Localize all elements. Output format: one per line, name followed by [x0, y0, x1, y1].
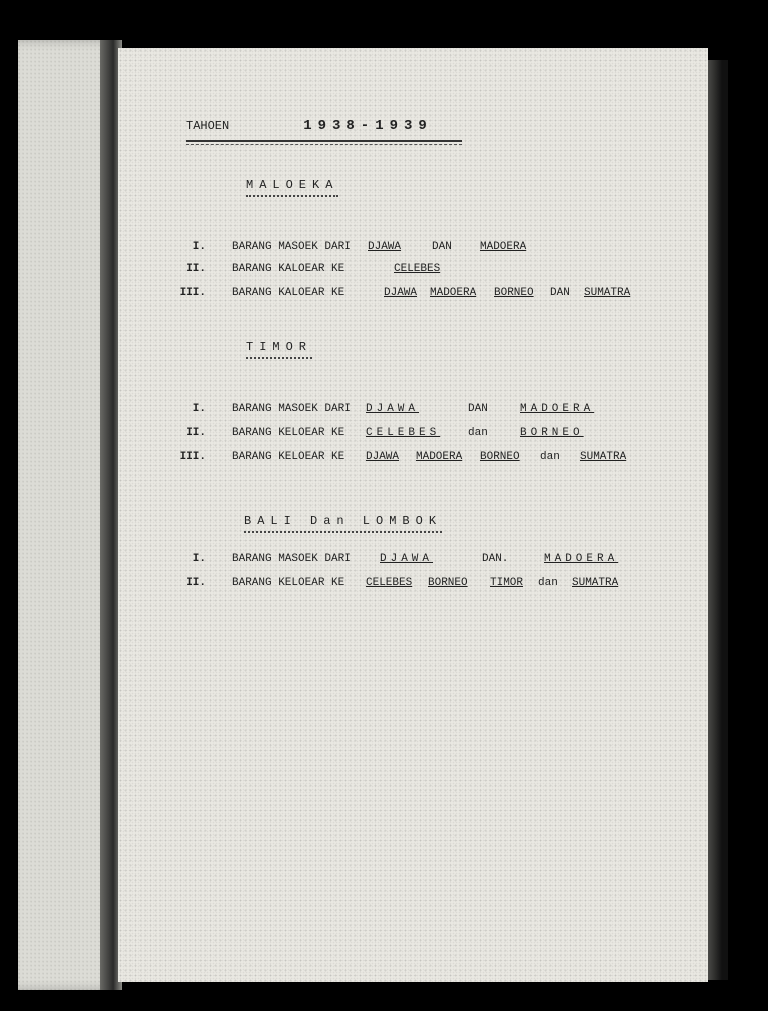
- section-title-bali-lombok: BALI Dan LOMBOK: [244, 514, 442, 533]
- header-label: TAHOEN: [186, 119, 230, 133]
- connector-word: DAN: [432, 241, 452, 253]
- row-number: II.: [186, 577, 206, 589]
- place-name: MADOERA: [520, 403, 595, 415]
- place-name: BORNEO: [428, 577, 468, 589]
- row-text: BARANG MASOEK DARI: [232, 241, 351, 253]
- place-name: DJAWA: [380, 553, 434, 565]
- place-name: DJAWA: [366, 451, 400, 463]
- row-number: I.: [192, 553, 206, 565]
- connector-word: dan: [538, 577, 558, 589]
- row-text: BARANG MASOEK DARI: [232, 553, 351, 565]
- place-name: CELEBES: [366, 427, 441, 439]
- connector-word: DAN: [550, 287, 570, 299]
- header-years: 1938-1939: [303, 118, 433, 134]
- place-name: DJAWA: [366, 403, 420, 415]
- place-name: CELEBES: [394, 263, 441, 275]
- place-name: DJAWA: [368, 241, 402, 253]
- row-text: BARANG KELOEAR KE: [232, 427, 345, 439]
- place-name: MADOERA: [416, 451, 463, 463]
- row-text: BARANG KELOEAR KE: [232, 577, 345, 589]
- place-name: DJAWA: [384, 287, 418, 299]
- connector-word: DAN.: [482, 553, 509, 565]
- header-rule: [186, 140, 462, 145]
- row-number: III.: [179, 451, 206, 463]
- row-number: I.: [192, 403, 206, 415]
- row-text: BARANG KALOEAR KE: [232, 263, 345, 275]
- place-name: BORNEO: [480, 451, 520, 463]
- place-name: SUMATRA: [584, 287, 631, 299]
- place-name: MADOERA: [544, 553, 619, 565]
- page-header: [186, 118, 466, 134]
- row-number: III.: [179, 287, 206, 299]
- place-name: BORNEO: [520, 427, 584, 439]
- place-name: SUMATRA: [572, 577, 619, 589]
- row-text: BARANG MASOEK DARI: [232, 403, 351, 415]
- place-name: MADOERA: [430, 287, 477, 299]
- section-title-maloeka: MALOEKA: [246, 178, 338, 197]
- connector-word: dan: [540, 451, 560, 463]
- place-name: MADOERA: [480, 241, 527, 253]
- connector-word: dan: [468, 427, 488, 439]
- place-name: CELEBES: [366, 577, 413, 589]
- page-edge-shadow: [708, 60, 728, 980]
- row-number: II.: [186, 427, 206, 439]
- row-number: II.: [186, 263, 206, 275]
- row-text: BARANG KELOEAR KE: [232, 451, 345, 463]
- place-name: SUMATRA: [580, 451, 627, 463]
- connector-word: DAN: [468, 403, 488, 415]
- place-name: BORNEO: [494, 287, 534, 299]
- row-number: I.: [192, 241, 206, 253]
- section-title-timor: TIMOR: [246, 340, 312, 359]
- row-text: BARANG KALOEAR KE: [232, 287, 345, 299]
- place-name: TIMOR: [490, 577, 524, 589]
